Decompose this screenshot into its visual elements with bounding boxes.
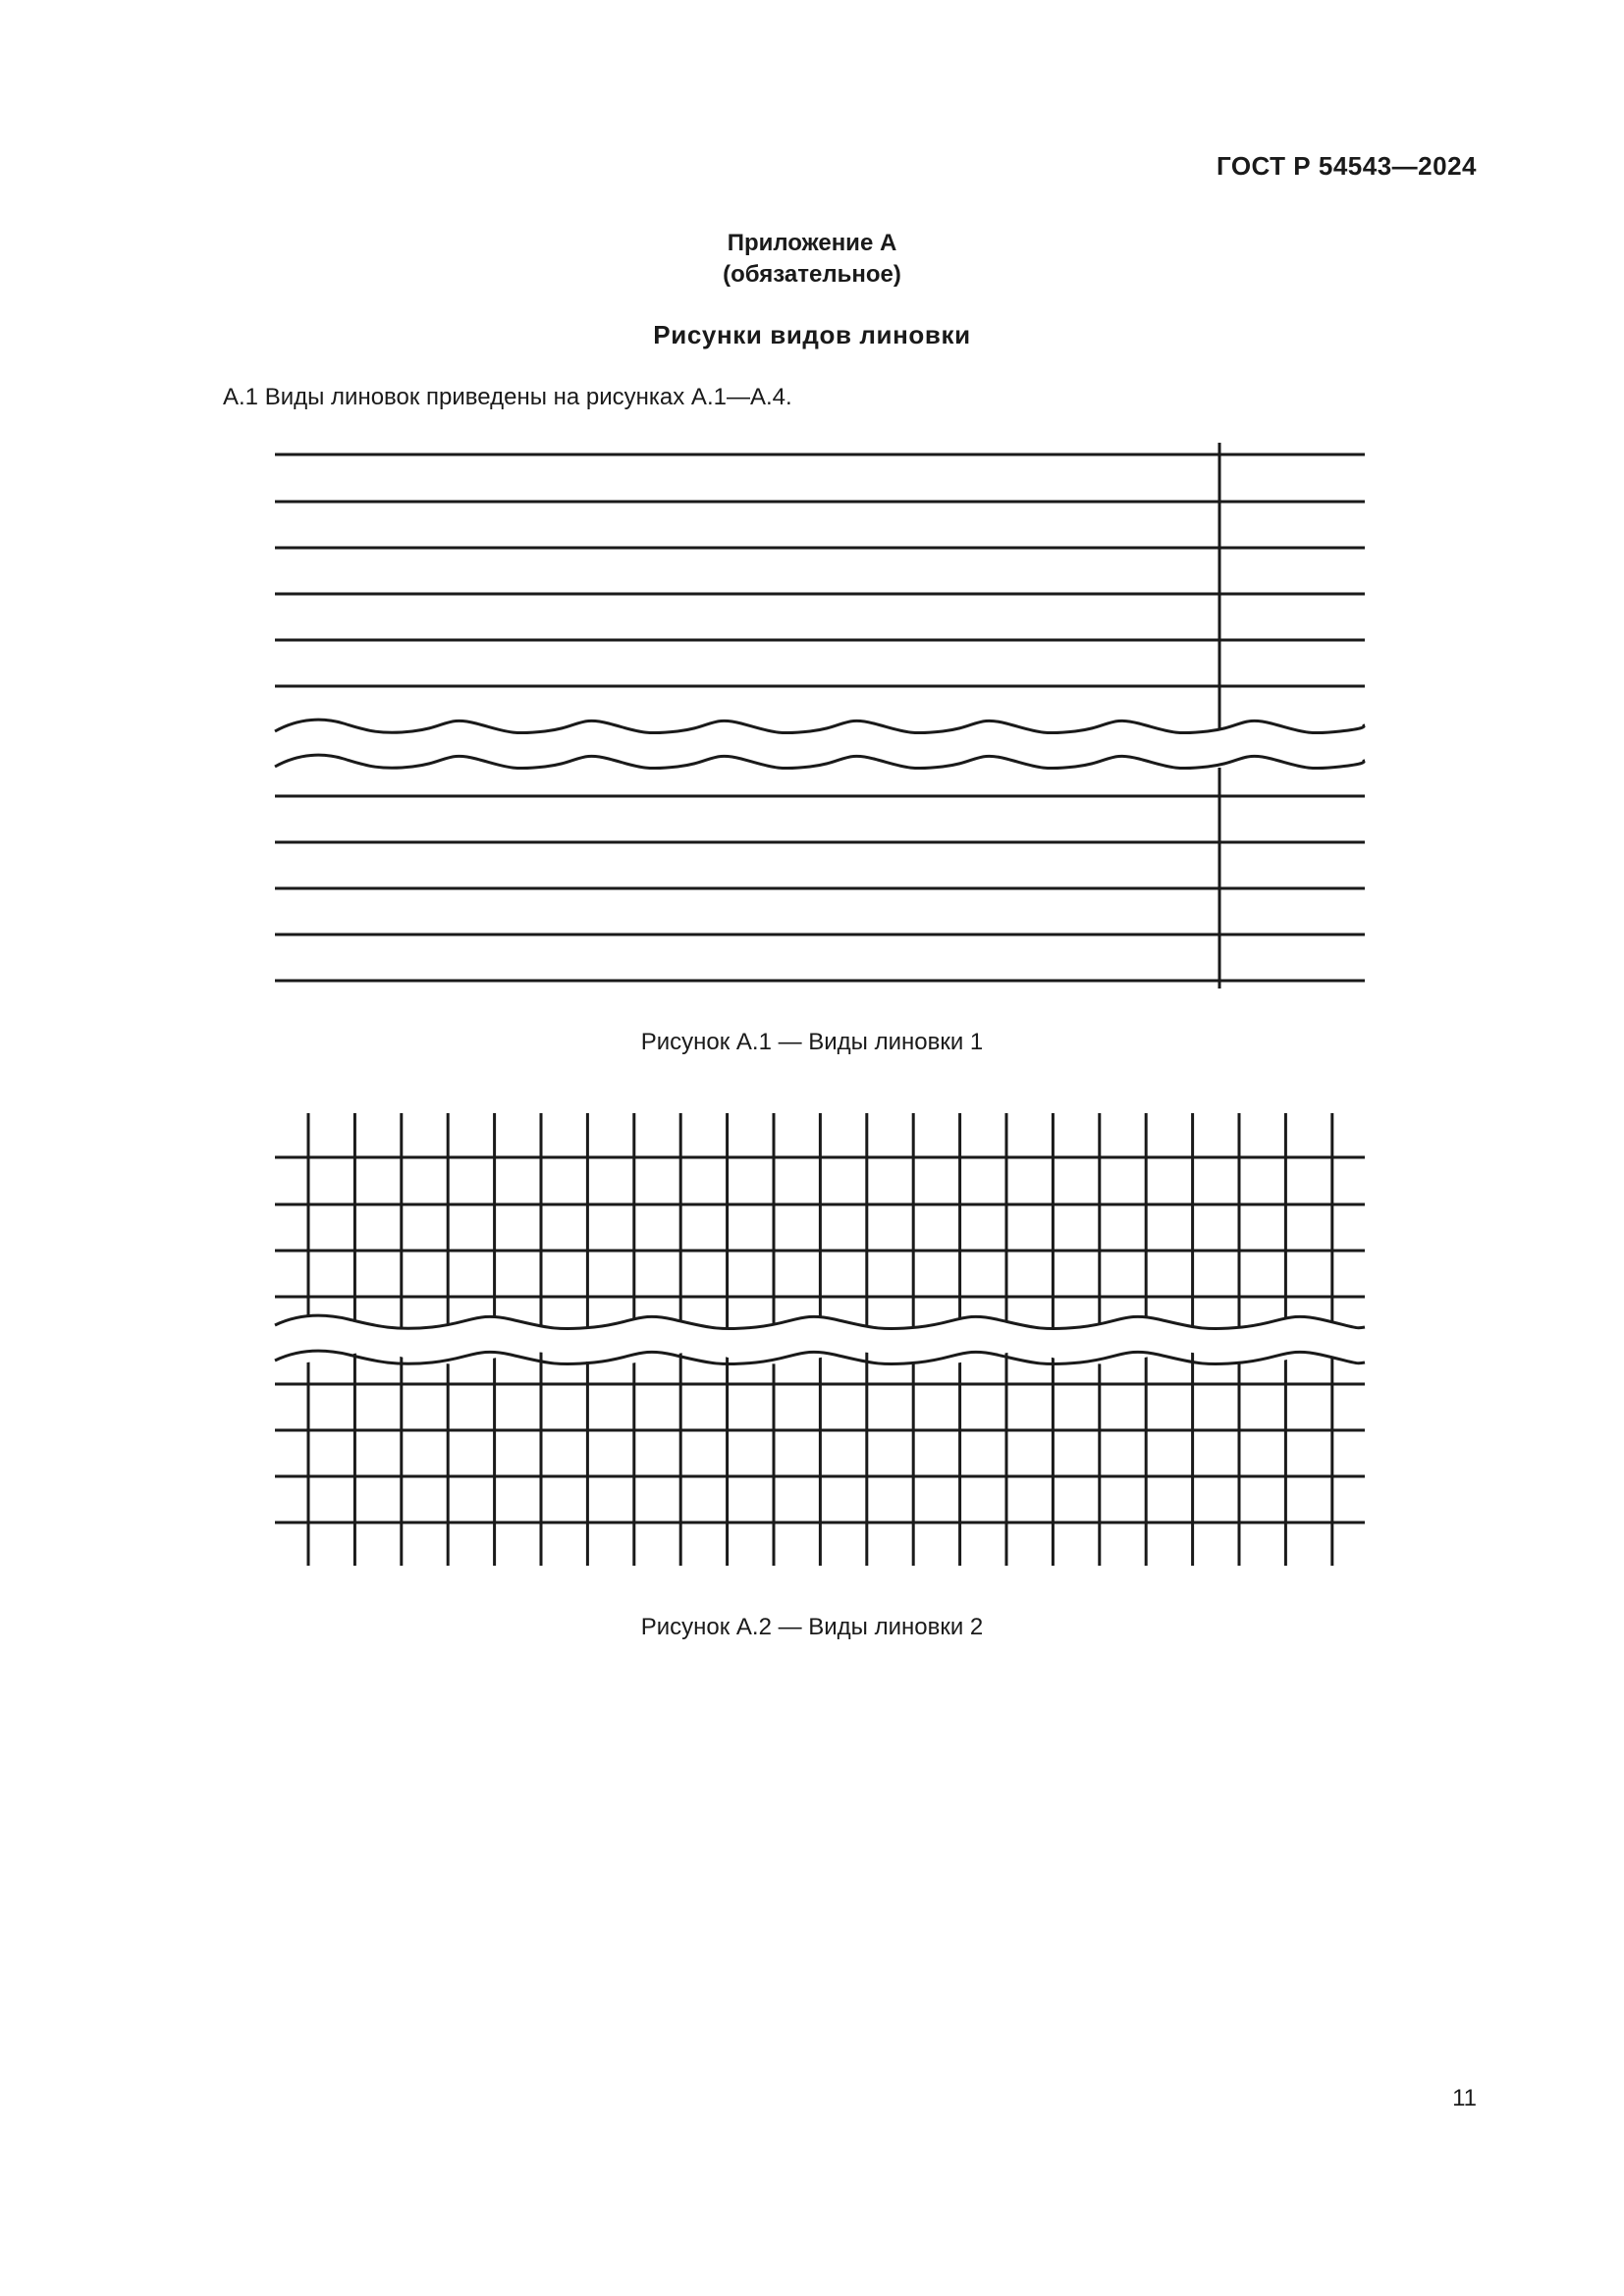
document-standard-id: ГОСТ Р 54543—2024 bbox=[1216, 151, 1477, 181]
figure-ruling-lines bbox=[265, 437, 1375, 996]
wavy-break-line-bottom bbox=[275, 755, 1365, 768]
grid-drawing bbox=[265, 1111, 1375, 1577]
figure-grid bbox=[265, 1111, 1375, 1577]
intro-paragraph: А.1 Виды линовок приведены на рисунках А.1—А.4. bbox=[223, 384, 792, 410]
figure-caption-a1: Рисунок А.1 — Виды линовки 1 bbox=[640, 1029, 984, 1055]
page-number: 11 bbox=[1452, 2085, 1477, 2111]
wavy-break-line-top bbox=[275, 720, 1365, 732]
appendix-heading bbox=[0, 228, 1624, 291]
figure-caption-a2: Рисунок А.2 — Виды линовки 2 bbox=[640, 1614, 984, 1640]
section-title: Рисунки видов линовки bbox=[653, 320, 971, 349]
appendix-status: (обязательное) bbox=[723, 261, 901, 288]
appendix-title: Приложение А bbox=[727, 230, 897, 256]
wavy-break-fill bbox=[265, 1315, 1375, 1363]
ruling-lines-drawing bbox=[265, 437, 1375, 996]
